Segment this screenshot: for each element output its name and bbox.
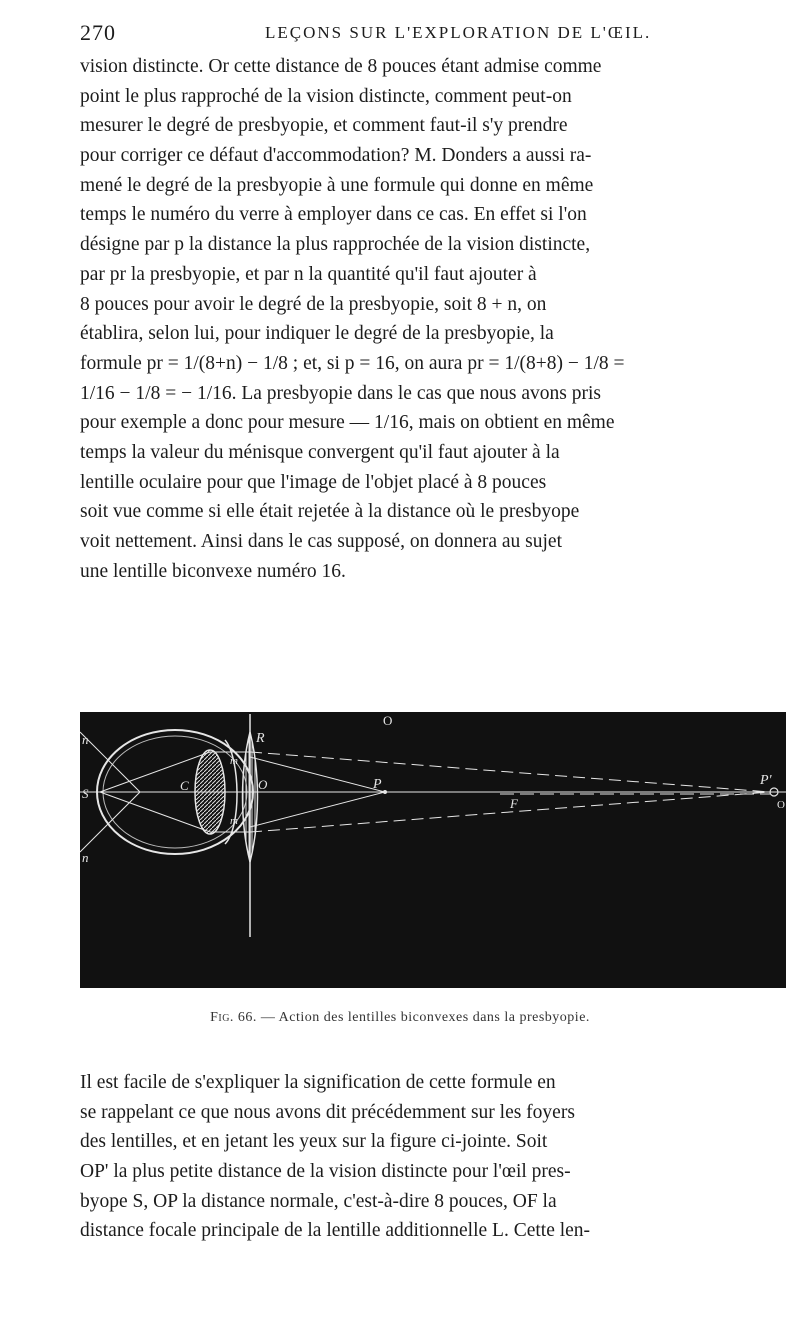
label-r: R bbox=[256, 731, 265, 746]
caption-text: — Action des lentilles biconvexes dans la presbyopie. bbox=[260, 1010, 590, 1025]
text-line: désigne par p la distance la plus rapprochée de la vision distincte, bbox=[80, 234, 591, 256]
label-p-prime: P' bbox=[760, 773, 772, 788]
text-line: pour exemple a donc pour mesure — 1/16, mais on obtient en même bbox=[80, 412, 615, 434]
lens-ray-diagram bbox=[80, 712, 786, 988]
text-line: lentille oculaire pour que l'image de l'objet placé à 8 pouces bbox=[80, 471, 547, 493]
ray-to-p-lower bbox=[250, 792, 385, 827]
paragraph-1 bbox=[80, 52, 785, 586]
caption-label: Fig. 66. bbox=[210, 1010, 257, 1025]
figure-caption bbox=[0, 1010, 800, 1026]
text-line: se rappelant ce que nous avons dit précédemment sur les foyers bbox=[80, 1101, 575, 1123]
label-n-bottom: n bbox=[82, 850, 89, 865]
text-line: pour corriger ce défaut d'accommodation? M. Donders a aussi ra- bbox=[80, 145, 592, 167]
text-line: soit vue comme si elle était rejetée à la distance où le presbyope bbox=[80, 501, 580, 523]
text-line: OP' la plus petite distance de la vision distincte pour l'œil pres- bbox=[80, 1161, 571, 1183]
formula-line: 1/16 − 1/8 = − 1/16. La presbyopie dans le cas que nous avons pris bbox=[80, 382, 601, 404]
text-line: par pr la presbyopie, et par n la quantité qu'il faut ajouter à bbox=[80, 263, 537, 285]
ray-inner-upper bbox=[100, 752, 210, 792]
text-line: vision distincte. Or cette distance de 8 pouces étant admise comme bbox=[80, 56, 602, 77]
page-header bbox=[80, 20, 780, 50]
text-line: temps le numéro du verre à employer dans ce cas. En effet si l'on bbox=[80, 204, 587, 226]
text-line: des lentilles, et en jetant les yeux sur la figure ci-jointe. Soit bbox=[80, 1131, 548, 1153]
ray-to-p-upper bbox=[250, 757, 385, 792]
figure-66-diagram bbox=[80, 712, 786, 988]
text-line: mesurer le degré de presbyopie, et comment faut-il s'y prendre bbox=[80, 115, 568, 137]
label-o-lens: O bbox=[258, 777, 268, 792]
ray-inner-lower bbox=[100, 792, 210, 832]
label-s: S bbox=[82, 786, 89, 801]
ray-to-p-prime-upper bbox=[250, 752, 770, 792]
label-c: C bbox=[180, 778, 189, 793]
point-p bbox=[383, 790, 387, 794]
text-line: une lentille biconvexe numéro 16. bbox=[80, 560, 346, 582]
text-line: établira, selon lui, pour indiquer le degré de la presbyopie, la bbox=[80, 323, 554, 345]
running-title: LEÇONS SUR L'EXPLORATION DE L'ŒIL. bbox=[265, 23, 652, 42]
text-line: point le plus rapproché de la vision distincte, comment peut-on bbox=[80, 85, 572, 107]
label-o-top: O bbox=[383, 713, 393, 728]
text-line: byope S, OP la distance normale, c'est-à-dire 8 pouces, OF la bbox=[80, 1190, 557, 1212]
text-line: temps la valeur du ménisque convergent qu'il faut ajouter à la bbox=[80, 441, 560, 463]
page-number: 270 bbox=[80, 20, 116, 45]
label-p: P bbox=[373, 777, 382, 792]
formula-line: formule pr = 1/(8+n) − 1/8 ; et, si p = 16, on aura pr = 1/(8+8) − 1/8 = bbox=[80, 352, 625, 374]
paragraph-2 bbox=[80, 1068, 785, 1246]
label-o-right: O bbox=[777, 799, 785, 811]
text-line: voit nettement. Ainsi dans le cas supposé, on donnera au sujet bbox=[80, 531, 562, 552]
label-f: F bbox=[510, 796, 518, 811]
label-m-bottom: m bbox=[230, 815, 238, 827]
text-line: distance focale principale de la lentille additionnelle L. Cette len- bbox=[80, 1220, 591, 1242]
text-line: mené le degré de la presbyopie à une formule qui donne en même bbox=[80, 174, 594, 196]
label-m-top: m bbox=[230, 755, 238, 767]
text-line: 8 pouces pour avoir le degré de la presbyopie, soit 8 + n, on bbox=[80, 293, 547, 315]
label-n-top: n bbox=[82, 732, 89, 747]
text-line: Il est facile de s'expliquer la signification de cette formule en bbox=[80, 1072, 556, 1093]
